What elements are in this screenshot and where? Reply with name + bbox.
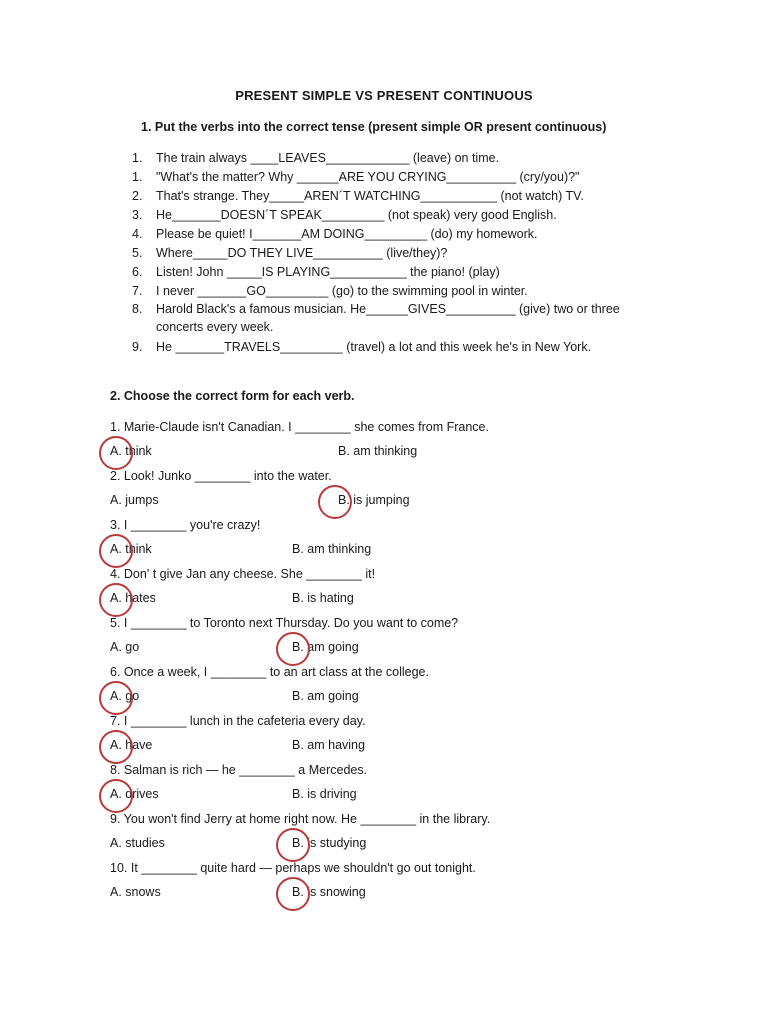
exercise1-item-number: 6. (132, 265, 143, 279)
exercise2-question: 9. You won't find Jerry at home right now. He ________ in the library. (110, 812, 491, 826)
exercise2-question: 7. I ________ lunch in the cafeteria every day. (110, 714, 366, 728)
exercise2-question: 10. It ________ quite hard — perhaps we shouldn't go out tonight. (110, 861, 476, 875)
exercise1-item-number: 4. (132, 227, 143, 241)
exercise1-item-text: Harold Black's a famous musician. He______GIVES__________ (give) two or three (156, 302, 620, 316)
exercise2-question: 6. Once a week, I ________ to an art class at the college. (110, 665, 429, 679)
exercise1-item-text: The train always ____LEAVES____________ (leave) on time. (156, 151, 500, 165)
option-b[interactable]: B. is hating (292, 591, 354, 605)
exercise1-item-number: 9. (132, 340, 143, 354)
exercise2-question: 2. Look! Junko ________ into the water. (110, 469, 332, 483)
option-b[interactable]: B. am going (292, 640, 359, 654)
exercise1-item-number: 7. (132, 284, 143, 298)
exercise1-item-text: He _______TRAVELS_________ (travel) a lot and this week he's in New York. (156, 340, 592, 354)
option-a[interactable]: A. studies (110, 836, 165, 850)
exercise1-item-text: Where_____DO THEY LIVE__________ (live/they)? (156, 246, 448, 260)
exercise1-item-text: Listen! John _____IS PLAYING___________ the piano! (play) (156, 265, 500, 279)
option-b[interactable]: B. is jumping (338, 493, 410, 507)
exercise2-instruction: 2. Choose the correct form for each verb. (110, 389, 355, 403)
exercise1-item-text: "What's the matter? Why ______ARE YOU CRYING__________ (cry/you)?" (156, 170, 580, 184)
option-a[interactable]: A. snows (110, 885, 161, 899)
option-a[interactable]: A. jumps (110, 493, 159, 507)
option-b[interactable]: B. am thinking (292, 542, 372, 556)
option-b[interactable]: B. am having (292, 738, 365, 752)
option-a[interactable]: A. have (110, 738, 153, 752)
exercise1-item-text: Please be quiet! I_______AM DOING_________ (do) my homework. (156, 227, 538, 241)
exercise2-question: 3. I ________ you're crazy! (110, 518, 261, 532)
option-a[interactable]: A. go (110, 689, 140, 703)
option-a[interactable]: A. drives (110, 787, 159, 801)
exercise1-item-number: 1. (132, 151, 143, 165)
exercise2-question: 5. I ________ to Toronto next Thursday. Do you want to come? (110, 616, 459, 630)
exercise2-question: 8. Salman is rich — he ________ a Mercedes. (110, 763, 368, 777)
option-b[interactable]: B. is driving (292, 787, 357, 801)
option-a[interactable]: A. go (110, 640, 140, 654)
exercise1-item-text: concerts every week. (156, 320, 274, 334)
exercise1-item-number: 8. (132, 302, 143, 316)
option-b[interactable]: B. is studying (292, 836, 367, 850)
page-title: PRESENT SIMPLE VS PRESENT CONTINUOUS (235, 88, 533, 103)
exercise1-instruction: 1. Put the verbs into the correct tense (present simple OR present continuous) (141, 120, 607, 134)
exercise2-question: 4. Don' t give Jan any cheese. She ________ it! (110, 567, 376, 581)
exercise1-item-number: 5. (132, 246, 143, 260)
option-a[interactable]: A. think (110, 542, 152, 556)
option-b[interactable]: B. is snowing (292, 885, 366, 899)
option-b[interactable]: B. am going (292, 689, 359, 703)
exercise1-item-text: I never _______GO_________ (go) to the swimming pool in winter. (156, 284, 528, 298)
option-a[interactable]: A. think (110, 444, 152, 458)
exercise1-item-text: That's strange. They_____AREN´T WATCHING___________ (not watch) TV. (156, 189, 584, 203)
exercise1-item-number: 2. (132, 189, 143, 203)
exercise1-item-text: He_______DOESN´T SPEAK_________ (not speak) very good English. (156, 208, 557, 222)
exercise1-item-number: 1. (132, 170, 143, 184)
exercise2-question: 1. Marie-Claude isn't Canadian. I ________ she comes from France. (110, 420, 489, 434)
option-b[interactable]: B. am thinking (338, 444, 418, 458)
option-a[interactable]: A. hates (110, 591, 156, 605)
exercise1-item-number: 3. (132, 208, 143, 222)
